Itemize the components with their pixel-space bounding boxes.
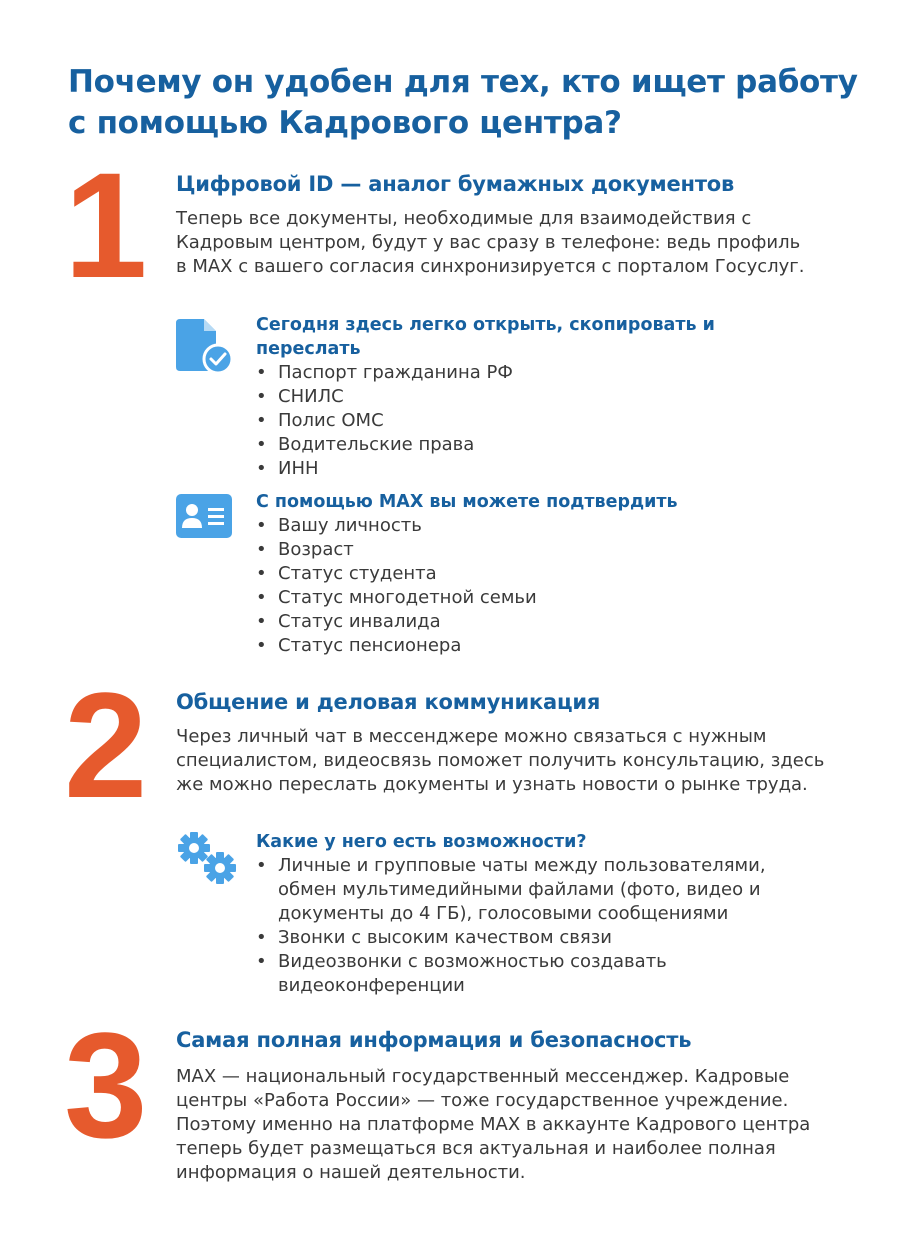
- section-text: Через личный чат в мессенджере можно связаться с нужным специалистом, видеосвязь поможет получить консультацию, здесь же можно переслать документы и узнать новости о рынке труда.: [176, 726, 825, 795]
- section-text: MAX — национальный государственный мессенджер. Кадровые центры «Работа России» — тоже государственное учреждение. Поэтому именно на платформе MAX в аккаунте Кадрового центра теперь будет размещаться вся актуальная и наиболее полная информация о нашей деятельности.: [176, 1066, 811, 1183]
- list-item: • Статус многодетной семьи: [256, 586, 856, 610]
- section-number: 1: [64, 141, 148, 309]
- subblock-documents: [176, 313, 856, 483]
- list-item: • Вашу личность: [256, 514, 856, 538]
- list-item: • Видеозвонки с возможностью создавать видеоконференции: [256, 950, 816, 998]
- section-title: Общение и деловая коммуникация: [176, 690, 601, 714]
- section-title: Цифровой ID — аналог бумажных документов: [176, 172, 735, 196]
- section-number: 2: [64, 661, 148, 829]
- id-card-icon: [176, 492, 234, 544]
- list-item: • Полис ОМС: [256, 409, 856, 433]
- page-title: Почему он удобен для тех, кто ищет работу с помощью Кадрового центра?: [68, 64, 858, 141]
- list-item: • Звонки с высоким качеством связи: [256, 926, 816, 950]
- list-item: • Возраст: [256, 538, 856, 562]
- gears-icon: [176, 830, 240, 890]
- subblock-title: Сегодня здесь легко открыть, скопировать и переслать: [256, 315, 715, 359]
- documents-list: [256, 361, 856, 481]
- list-item: • ИНН: [256, 457, 856, 481]
- section-number: 3: [64, 1001, 148, 1169]
- subblock-title: Какие у него есть возможности?: [256, 832, 587, 852]
- list-item: • Паспорт гражданина РФ: [256, 361, 856, 385]
- list-item: • Статус пенсионера: [256, 634, 856, 658]
- list-item: • Статус студента: [256, 562, 856, 586]
- list-item: • Личные и групповые чаты между пользователями, обмен мультимедийными файлами (фото, видео и документы до 4 ГБ), голосовыми сообщениями: [256, 854, 816, 926]
- document-check-icon: [176, 317, 234, 379]
- features-list: [256, 854, 816, 998]
- subblock-verify: [176, 490, 856, 660]
- list-item: • Статус инвалида: [256, 610, 856, 634]
- section-title: Самая полная информация и безопасность: [176, 1028, 692, 1052]
- verify-list: [256, 514, 856, 658]
- list-item: • СНИЛС: [256, 385, 856, 409]
- subblock-title: С помощью MAX вы можете подтвердить: [256, 492, 678, 512]
- section-text: Теперь все документы, необходимые для взаимодействия с Кадровым центром, будут у вас сразу в телефоне: ведь профиль в MAX с вашего согласия синхронизируется с порталом Госуслуг.: [176, 208, 805, 277]
- subblock-features: [176, 830, 856, 1000]
- list-item: • Водительские права: [256, 433, 856, 457]
